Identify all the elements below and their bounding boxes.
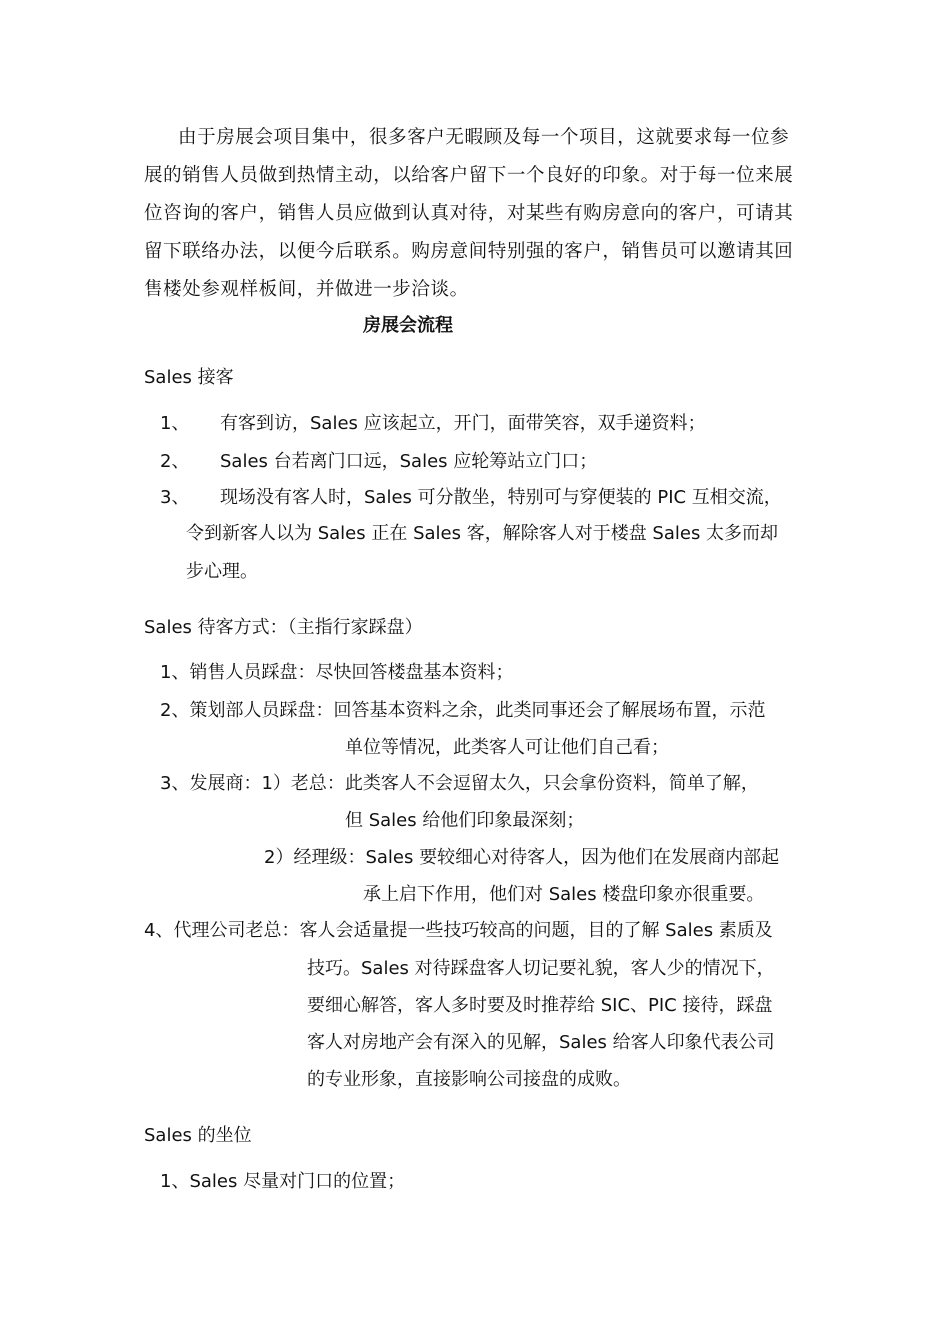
list-item-continuation: 客人对房地产会有深入的见解，Sales 给客人印象代表公司 (307, 1032, 775, 1053)
list-item: 1、Sales 尽量对门口的位置； (160, 1171, 406, 1192)
list-item-number: 2、 (160, 451, 190, 472)
intro-line-4: 留下联络办法，以便今后联系。购房意间特别强的客户，销售员可以邀请其回 (144, 241, 794, 262)
list-item: 1、销售人员踩盘：尽快回答楼盘基本资料； (160, 662, 514, 683)
list-item-number: 3、 (160, 487, 190, 508)
list-item-continuation: 单位等情况，此类客人可让他们自己看； (345, 737, 669, 758)
list-item-text: 现场没有客人时，Sales 可分散坐，特别可与穿便装的 PIC 互相交流， (220, 487, 782, 508)
list-item-continuation: 技巧。Sales 对待踩盘客人切记要礼貌，客人少的情况下， (307, 958, 775, 979)
intro-line-2: 展的销售人员做到热情主动，以给客户留下一个良好的印象。对于每一位来展 (144, 165, 794, 186)
list-sub-item: 2）经理级：Sales 要较细心对待客人，因为他们在发展商内部起 (264, 847, 780, 868)
list-item-continuation: 但 Sales 给他们印象最深刻； (345, 810, 585, 831)
list-item-text: 有客到访，Sales 应该起立，开门，面带笑容，双手递资料； (220, 413, 706, 434)
list-item-continuation: 令到新客人以为 Sales 正在 Sales 客，解除客人对于楼盘 Sales 太多而却 (186, 523, 779, 544)
list-item: 4、代理公司老总：客人会适量提一些技巧较高的问题，目的了解 Sales 素质及 (144, 920, 773, 941)
intro-line-3: 位咨询的客户，销售人员应做到认真对待，对某些有购房意向的客户，可请其 (144, 203, 794, 224)
list-item-continuation: 步心理。 (186, 561, 258, 582)
section-heading-seating: Sales 的坐位 (144, 1125, 252, 1146)
list-item-continuation: 承上启下作用，他们对 Sales 楼盘印象亦很重要。 (363, 884, 765, 905)
list-item-continuation: 的专业形象，直接影响公司接盘的成败。 (307, 1069, 631, 1090)
list-item-text: Sales 台若离门口远，Sales 应轮筹站立门口； (220, 451, 598, 472)
list-item-number: 1、 (160, 413, 190, 434)
list-item: 2、策划部人员踩盘：回答基本资料之余，此类同事还会了解展场布置，示范 (160, 700, 766, 721)
intro-line-1: 由于房展会项目集中，很多客户无暇顾及每一个项目，这就要求每一位参 (178, 127, 790, 148)
intro-line-5: 售楼处参观样板间，并做进一步洽谈。 (144, 279, 469, 300)
list-item: 3、发展商：1）老总：此类客人不会逗留太久，只会拿份资料，简单了解， (160, 773, 759, 794)
section-heading-reception: Sales 接客 (144, 367, 234, 388)
list-item-continuation: 要细心解答，客人多时要及时推荐给 SIC、PIC 接待，踩盘 (307, 995, 773, 1016)
section-heading-visitor-handling: Sales 待客方式：（主指行家踩盘） (144, 617, 423, 638)
page-title: 房展会流程 (363, 315, 453, 336)
